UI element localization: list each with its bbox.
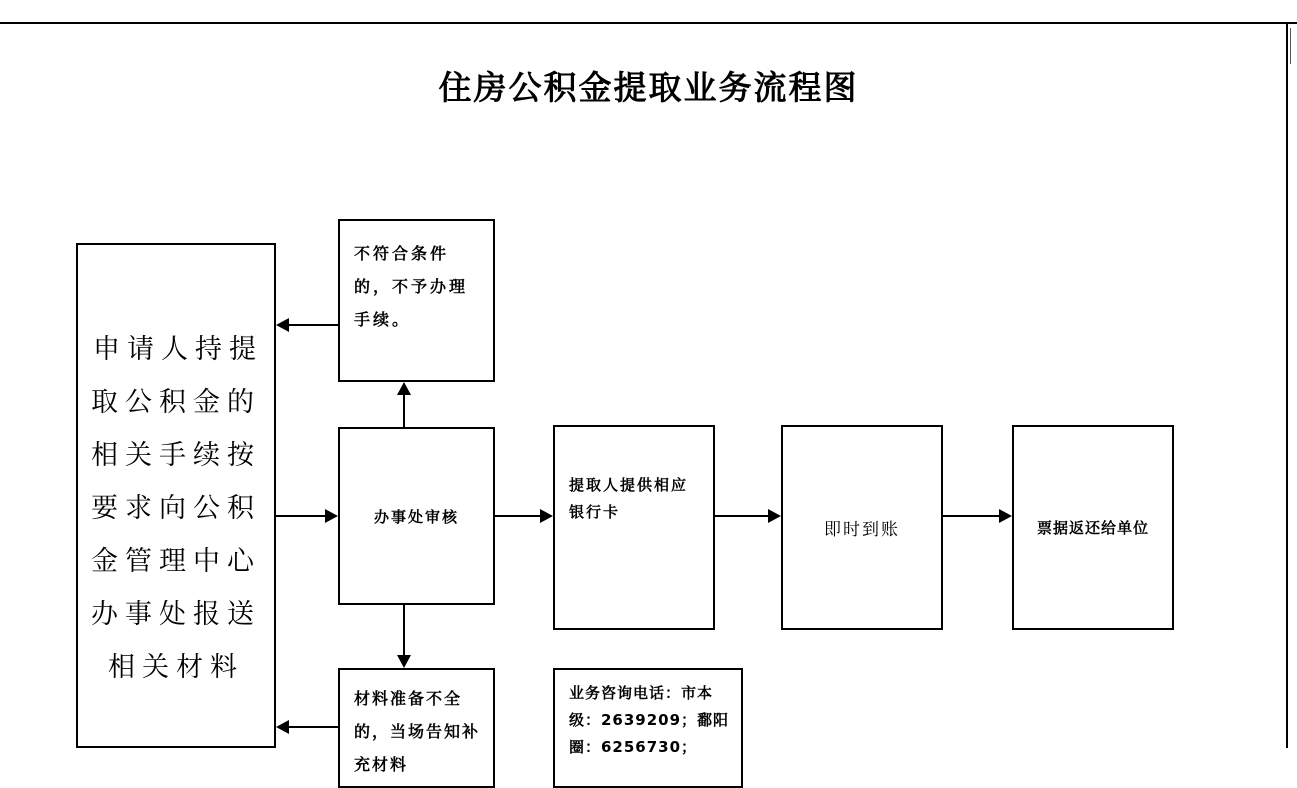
flow-node-applicant-label: 申请人持提取公积金的相关手续按要求向公积金管理中心办事处报送相关材料: [91, 334, 263, 683]
flow-node-receipt: [1012, 425, 1174, 630]
edge-reject-to-applicant-line: [288, 324, 338, 326]
flow-node-instant-label: 即时到账: [824, 520, 900, 540]
flow-node-review-label: 办事处审核: [373, 507, 459, 526]
edge-bankcard-to-instant-arrow: [768, 509, 781, 523]
edge-incomplete-to-applicant-line: [288, 726, 338, 728]
edge-review-to-incomplete-line: [403, 605, 405, 656]
edge-review-to-reject-arrow: [397, 382, 411, 395]
flow-node-instant: [781, 425, 943, 630]
info-box-contact: [553, 668, 743, 788]
flow-node-receipt-label: 票据返还给单位: [1036, 519, 1149, 537]
edge-instant-to-receipt-arrow: [999, 509, 1012, 523]
edge-instant-to-receipt-line: [943, 515, 1000, 517]
edge-review-to-bankcard-line: [495, 515, 541, 517]
page-border-top: [0, 22, 1297, 24]
flow-node-reject: [338, 219, 495, 382]
flow-node-incomplete: [338, 668, 495, 788]
page-margin-mark: [1290, 28, 1291, 64]
edge-incomplete-to-applicant-arrow: [276, 720, 289, 734]
edge-applicant-to-review-line: [276, 515, 326, 517]
edge-reject-to-applicant-arrow: [276, 318, 289, 332]
page-title: 住房公积金提取业务流程图: [438, 68, 859, 107]
flow-node-incomplete-label: 材料准备不全的，当场告知补充材料: [354, 689, 481, 774]
flow-node-applicant: [76, 243, 276, 748]
edge-applicant-to-review-arrow: [325, 509, 338, 523]
flow-node-bankcard: [553, 425, 715, 630]
page-border-right: [1286, 24, 1288, 748]
flow-node-review: [338, 427, 495, 605]
info-box-contact-label: 业务咨询电话：市本级：2639209；鄱阳圈：6256730；: [569, 684, 730, 756]
edge-bankcard-to-instant-line: [715, 515, 769, 517]
flow-node-bankcard-label: 提取人提供相应银行卡: [569, 476, 689, 521]
edge-review-to-bankcard-arrow: [540, 509, 553, 523]
flow-node-reject-label: 不符合条件的，不予办理手续。: [354, 244, 469, 329]
edge-review-to-reject-line: [403, 394, 405, 427]
edge-review-to-incomplete-arrow: [397, 655, 411, 668]
